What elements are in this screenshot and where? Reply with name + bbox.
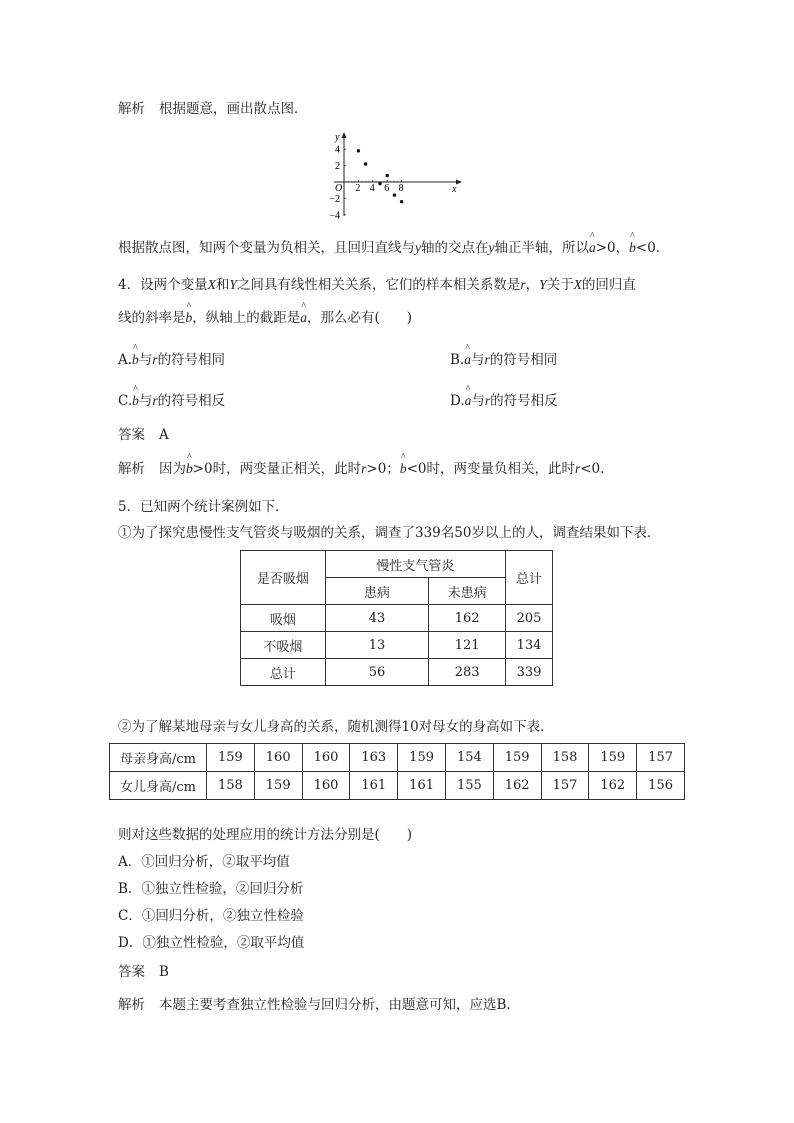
q4-text-d: ， (525, 277, 540, 293)
table1-row-label: 不吸烟 (241, 632, 326, 659)
conclusion-text-b: 轴的交点在 (421, 240, 489, 256)
table2-cell: 159 (398, 744, 446, 772)
table2-cell: 156 (637, 772, 685, 800)
smoking-bronchitis-table (240, 550, 553, 686)
table2-cell: 159 (493, 744, 541, 772)
prev-conclusion-line (118, 239, 660, 257)
table-row (110, 772, 685, 800)
conclusion-text-d: >0， (595, 240, 630, 256)
y-tick-label: 4 (335, 144, 340, 156)
q4-line2-b: ，纵轴上的截距是 (192, 310, 301, 326)
scatter-plot (326, 130, 466, 220)
table1-total-header: 总计 (506, 551, 553, 605)
q4-var-x2: X (573, 277, 582, 292)
q4-text-e: 关于 (546, 277, 574, 293)
scatter-point (400, 200, 403, 203)
prev-analysis-text: 根据题意，画出散点图． (159, 101, 308, 117)
origin-label: O (335, 183, 343, 194)
table2-row2-label: 女儿身高/cm (110, 772, 207, 800)
q5-answer: B (159, 964, 169, 980)
q4-options-row2 (118, 392, 558, 410)
x-tick-label: 8 (398, 183, 404, 194)
table2-cell: 161 (350, 772, 398, 800)
x-axis-arrow (456, 180, 462, 185)
q4-analysis-e: <0. (580, 461, 605, 477)
table-row (110, 744, 685, 772)
scatter-point (378, 182, 381, 185)
q5-case2: ②为了解某地母亲与女儿身高的关系，随机测得10对母女的身高如下表． (118, 719, 554, 735)
q4-a-hat: ^ a (300, 309, 307, 327)
table1-col1-header: 患病 (325, 578, 429, 605)
q4-options-row1 (118, 351, 558, 369)
q4-text-a: 设两个变量 (140, 277, 208, 293)
x-axis-label: x (452, 184, 457, 195)
b-hat-symbol: ^ b (629, 239, 636, 257)
scatter-point (357, 149, 360, 152)
table2-cell: 158 (207, 772, 255, 800)
q4-analysis-r: r (361, 461, 367, 476)
table1-row-label: 吸烟 (241, 605, 326, 632)
y-tick-label: 2 (335, 161, 340, 173)
conclusion-text-c: 轴正半轴，所以 (494, 240, 589, 256)
conclusion-y: y (415, 240, 421, 255)
q5-answer-line (118, 963, 169, 981)
table1-row-label: 总计 (241, 659, 326, 686)
conclusion-text-a: 根据散点图，知两个变量为负相关，且回归直线与 (118, 240, 415, 256)
table2-cell: 155 (445, 772, 493, 800)
table-row (241, 659, 553, 686)
q4-line2-c: ，那么必有( ) (307, 310, 413, 326)
y-tick-label: −2 (329, 193, 340, 205)
q4-var-x: X (207, 277, 216, 292)
conclusion-text-e: <0. (635, 240, 661, 256)
scatter-point (393, 193, 396, 196)
q5-title: 已知两个统计案例如下． (140, 499, 289, 515)
q4-text-c: 之间具有线性相关关系，它们的样本相关系数是 (236, 277, 521, 293)
table2-cell: 159 (589, 744, 637, 772)
table1-cell: 339 (506, 659, 553, 686)
table1-cell: 56 (325, 659, 429, 686)
scatter-point (364, 162, 367, 165)
table1-cell: 121 (429, 632, 506, 659)
q4-var-y: Y (229, 277, 237, 292)
table2-cell: 162 (493, 772, 541, 800)
q5-analysis-line (118, 996, 511, 1014)
q4-option-a[interactable]: A.^ b与r的符号相同 (118, 352, 225, 368)
table1-col2-header: 未患病 (429, 578, 506, 605)
q4-line2-a: 线的斜率是 (118, 310, 186, 326)
q5-case1: ①为了探究患慢性支气管炎与吸烟的关系，调查了339名50岁以上的人，调查结果如下表． (118, 525, 661, 541)
q5-option-d[interactable]: D．①独立性检验，②取平均值 (118, 935, 305, 951)
q4-option-c[interactable]: C.^ b与r的符号相反 (118, 393, 225, 409)
analysis-label: 解析 (118, 101, 145, 117)
table1-cell: 283 (429, 659, 506, 686)
q5-option-b[interactable]: B．①独立性检验，②回归分析 (118, 881, 304, 897)
q4-analysis-c: >0； (366, 461, 400, 477)
q4-stem-line1 (118, 276, 636, 294)
q4-analysis-b-hat2: ^ b (400, 460, 407, 478)
conclusion-y2: y (488, 240, 495, 255)
x-tick-label: 4 (369, 183, 375, 194)
table2-cell: 163 (350, 744, 398, 772)
scatter-points (357, 149, 404, 203)
q5-analysis-text: 本题主要考查独立性检验与回归分析，由题意可知，应选B. (159, 997, 511, 1013)
table1-group-header: 慢性支气管炎 (325, 551, 505, 578)
q4-answer: A (159, 427, 169, 443)
q4-stem-line2 (118, 309, 412, 327)
y-axis-arrow (342, 132, 347, 138)
table-row (241, 632, 553, 659)
a-hat-symbol: ^ a (589, 239, 596, 257)
table2-row1-label: 母亲身高/cm (110, 744, 207, 772)
table2-cell: 160 (302, 772, 350, 800)
q4-number: 4． (118, 277, 141, 293)
table2-cell: 154 (445, 744, 493, 772)
q4-analysis-line (118, 460, 604, 478)
q4-analysis-b: >0时，两变量正相关，此时 (192, 461, 362, 477)
q4-b-hat: ^ b (186, 309, 193, 327)
table-row (241, 605, 553, 632)
answer-label: 答案 (118, 964, 145, 980)
q4-text-b: 和 (215, 277, 230, 293)
table2-cell: 160 (254, 744, 302, 772)
table2-cell: 161 (398, 772, 446, 800)
q4-analysis-b-hat: ^ b (186, 460, 193, 478)
q4-var-r: r (520, 277, 526, 292)
q4-analysis-r2: r (574, 461, 581, 476)
table2-cell: 158 (541, 744, 589, 772)
q4-text-f: 的回归直 (581, 277, 636, 293)
q4-option-b[interactable]: B.^ a与r的符号相同 (450, 351, 557, 369)
table1-corner: 是否吸烟 (241, 551, 326, 605)
answer-label: 答案 (118, 427, 145, 443)
prev-analysis-line (118, 100, 308, 118)
q4-analysis-a: 因为 (159, 461, 186, 477)
table2-cell: 157 (637, 744, 685, 772)
q5-number: 5． (118, 499, 141, 515)
table2-cell: 160 (302, 744, 350, 772)
x-tick-label: 2 (355, 183, 361, 194)
q5-question: 则对这些数据的处理应用的统计方法分别是( ) (118, 827, 413, 843)
scatter-point (386, 174, 389, 177)
table1-cell: 13 (325, 632, 429, 659)
y-axis-label: y (335, 132, 340, 143)
table1-cell: 134 (506, 632, 553, 659)
q4-analysis-d: <0时，两变量负相关，此时 (406, 461, 575, 477)
table2-cell: 159 (254, 772, 302, 800)
q5-option-c[interactable]: C．①回归分析，②独立性检验 (118, 908, 304, 924)
table2-cell: 159 (207, 744, 255, 772)
table1-cell: 43 (325, 605, 429, 632)
q4-answer-line (118, 426, 169, 444)
q5-title-line (118, 498, 289, 516)
table1-cell: 162 (429, 605, 506, 632)
y-tick-label: −4 (329, 210, 340, 220)
q4-option-d[interactable]: D.^ a与r的符号相反 (450, 392, 558, 410)
q5-option-a[interactable]: A．①回归分析，②取平均值 (118, 854, 290, 870)
table1-cell: 205 (506, 605, 553, 632)
table2-cell: 157 (541, 772, 589, 800)
q4-var-y2: Y (539, 277, 547, 292)
analysis-label: 解析 (118, 461, 145, 477)
table2-cell: 162 (589, 772, 637, 800)
mother-daughter-height-table (109, 743, 685, 800)
x-tick-label: 6 (384, 183, 390, 194)
analysis-label: 解析 (118, 997, 145, 1013)
